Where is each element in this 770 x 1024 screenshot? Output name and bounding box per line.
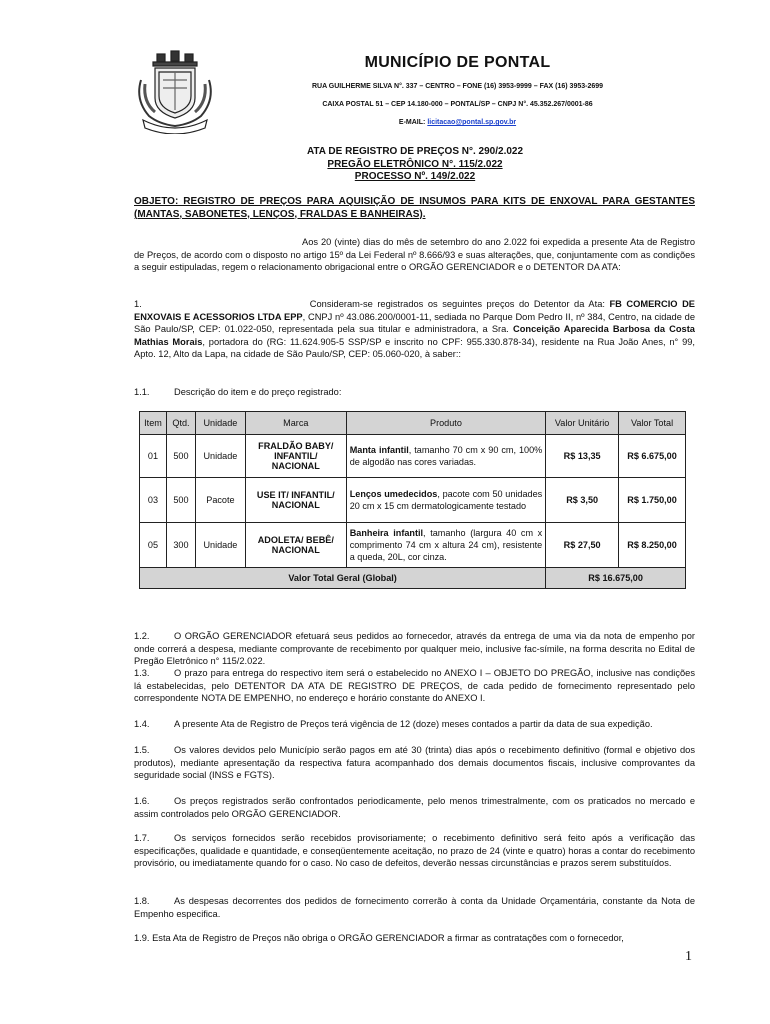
email-link[interactable]: licitacao@pontal.sp.gov.br: [427, 119, 517, 126]
col-header-produto: Produto: [346, 412, 546, 435]
table-header-row: [140, 412, 686, 435]
clause-1-3: 1.3. O prazo para entrega do respectivo item será o estabelecido no ANEXO I – OBJETO DO PREGÃO, inclusive nas condições lá estabelecidas, pelo DETENTOR DA ATA DE REGISTRO DE PREÇOS, de cada pedido de fornecimento representado pelo correspondente NOTA DE EMPENHO, no endereço e horário constante do ANEXO I.: [134, 668, 695, 704]
table-row: 03 500 Pacote USE IT/ INFANTIL/ NACIONAL Lenços umedecidos, pacote com 50 unidades 20 cm x 15 cm dermatologicamente testado R$ 3,50 R$ 1.750,00: [140, 478, 686, 523]
clause-1-5: 1.5. Os valores devidos pelo Município serão pagos em até 30 (trinta) dias após o recebimento definitivo (formal e objetivo dos produtos), mediante apresentação da respectiva fatura acompanhado dos demais documentos fiscais, inclusive comprovantes da seguridade social (INSS e FGTS).: [134, 745, 695, 781]
objeto-heading: OBJETO: REGISTRO DE PREÇOS PARA AQUISIÇÃO DE INSUMOS PARA KITS DE ENXOVAL PARA GESTANTES (MANTAS, SABONETES, LENÇOS, FRALDAS E BANHEIRAS).: [134, 196, 695, 220]
clause-1-8: 1.8. As despesas decorrentes dos pedidos de fornecimento correrão à conta da Unidade Orçamentária, constante da Nota de Empenho especifica.: [134, 896, 695, 919]
municipal-crest-icon: [135, 50, 215, 134]
clause-1-2: 1.2. O ORGÃO GERENCIADOR efetuará seus pedidos ao fornecedor, através da entrega de uma via da nota de empenho por onde correrá a despesa, mediante comprovante de recebimento por qualquer meio, inclusive fac-símile, na forma descrita no Edital de Pregão Eletrônico n° 115/2.022.: [134, 631, 695, 667]
col-header-unidade: Unidade: [195, 412, 245, 435]
col-header-valor-unitario: Valor Unitário: [546, 412, 619, 435]
processo-number: PROCESSO Nº. 149/2.022: [354, 171, 476, 182]
clause-1-6: 1.6. Os preços registrados serão confrontados periodicamente, pelo menos trimestralmente, com os praticados no mercado e assim controlados pelo ORGÃO GERENCIADOR.: [134, 796, 695, 819]
table-total-row: [140, 568, 686, 589]
clause-1: 1. Consideram-se registrados os seguintes preços do Detentor da Ata: FB COMERCIO DE ENXOVAIS E ACESSORIOS LTDA EPP, CNPJ nº 43.086.200/0001-11, sediada no Parque Dom Pedro II, nº 384, Centro, na cidade de São Paulo/SP, CEP: 01.022-050, representada pela sua titular e administradora, a Sra. Conceição Aparecida Barbosa da Costa Mathias Morais, portadora do (RG: 11.624.905-5 SSP/SP e inscrito no CPF: 955.330.878-34), residente na Rua João Anes, n° 99, Apto. 12, Alto da Lapa, na cidade de São Paulo/SP, CEP: 05.060-020, à saber::: [134, 299, 696, 360]
ata-number: ATA DE REGISTRO DE PREÇOS N°. 290/2.022: [306, 146, 524, 157]
header-postal: CAIXA POSTAL 51 – CEP 14.180-000 – PONTAL/SP – CNPJ N°. 45.352.267/0001-86: [322, 101, 593, 108]
page-number: 1: [685, 949, 692, 964]
col-header-marca: Marca: [245, 412, 346, 435]
email-label: E-MAIL:: [398, 119, 428, 126]
clause-1-4: 1.4. A presente Ata de Registro de Preços terá vigência de 12 (doze) meses contados a partir da data de sua expedição.: [134, 719, 653, 729]
col-header-qtd: Qtd.: [166, 412, 195, 435]
representative-name: Conceição Aparecida Barbosa da Costa Mathias Morais: [134, 324, 695, 347]
intro-paragraph: Aos 20 (vinte) dias do mês de setembro do ano 2.022 foi expedida a presente Ata de Registro de Preços, de acordo com o disposto no artigo 15º da Lei Federal nº 8.666/93 e suas alterações, que, conjuntamente com as condições a seguir estipuladas, regem o relacionamento obrigacional entre o ORGÃO GERENCIADOR e o DETENTOR DA ATA:: [134, 237, 695, 273]
table-row: 05 300 Unidade ADOLETA/ BEBÊ/ NACIONAL Banheira infantil, tamanho (largura 40 cm x comprimento 74 cm x altura 24 cm), resistente a queda, 20L, cor cinza. R$ 27,50 R$ 8.250,00: [140, 523, 686, 568]
clause-1-1: 1.1. Descrição do item e do preço registrado:: [134, 387, 342, 397]
col-header-valor-total: Valor Total: [619, 412, 686, 435]
company-name: FB COMERCIO DE ENXOVAIS E ACESSORIOS LTDA EPP: [134, 299, 695, 322]
col-header-item: Item: [140, 412, 167, 435]
pregao-number: PREGÃO ELETRÔNICO N°. 115/2.022: [327, 158, 503, 170]
municipality-title: MUNICÍPIO DE PONTAL: [364, 54, 551, 71]
table-row: 01 500 Unidade FRALDÃO BABY/ INFANTIL/ NACIONAL Manta infantil, tamanho 70 cm x 90 cm, 100% de algodão nas cores variadas. R$ 13,35 R$ 6.675,00: [140, 435, 686, 478]
header-email-line: [265, 119, 650, 126]
total-value: R$ 16.675,00: [546, 568, 686, 589]
total-label: Valor Total Geral (Global): [140, 568, 546, 589]
clause-1-9: 1.9. Esta Ata de Registro de Preços não obriga o ORGÃO GERENCIADOR a firmar as contratações com o fornecedor,: [134, 933, 624, 943]
ata-titles: [135, 146, 695, 184]
header-address: RUA GUILHERME SILVA N°. 337 – CENTRO – FONE (16) 3953-9999 – FAX (16) 3953-2699: [311, 83, 604, 90]
price-table: [139, 411, 686, 589]
clause-1-7: 1.7. Os serviços fornecidos serão recebidos provisoriamente; o recebimento definitivo será feito após a verificação das especificações, qualidade e quantidade, e conseqüentemente aceitação, no prazo de 24 (vinte e quatro) horas a contar do recebimento provisório, ou imediatamente quando for o caso. No caso de defeitos, deverão nessas circunstâncias e prazos serem substituídos.: [134, 833, 695, 869]
